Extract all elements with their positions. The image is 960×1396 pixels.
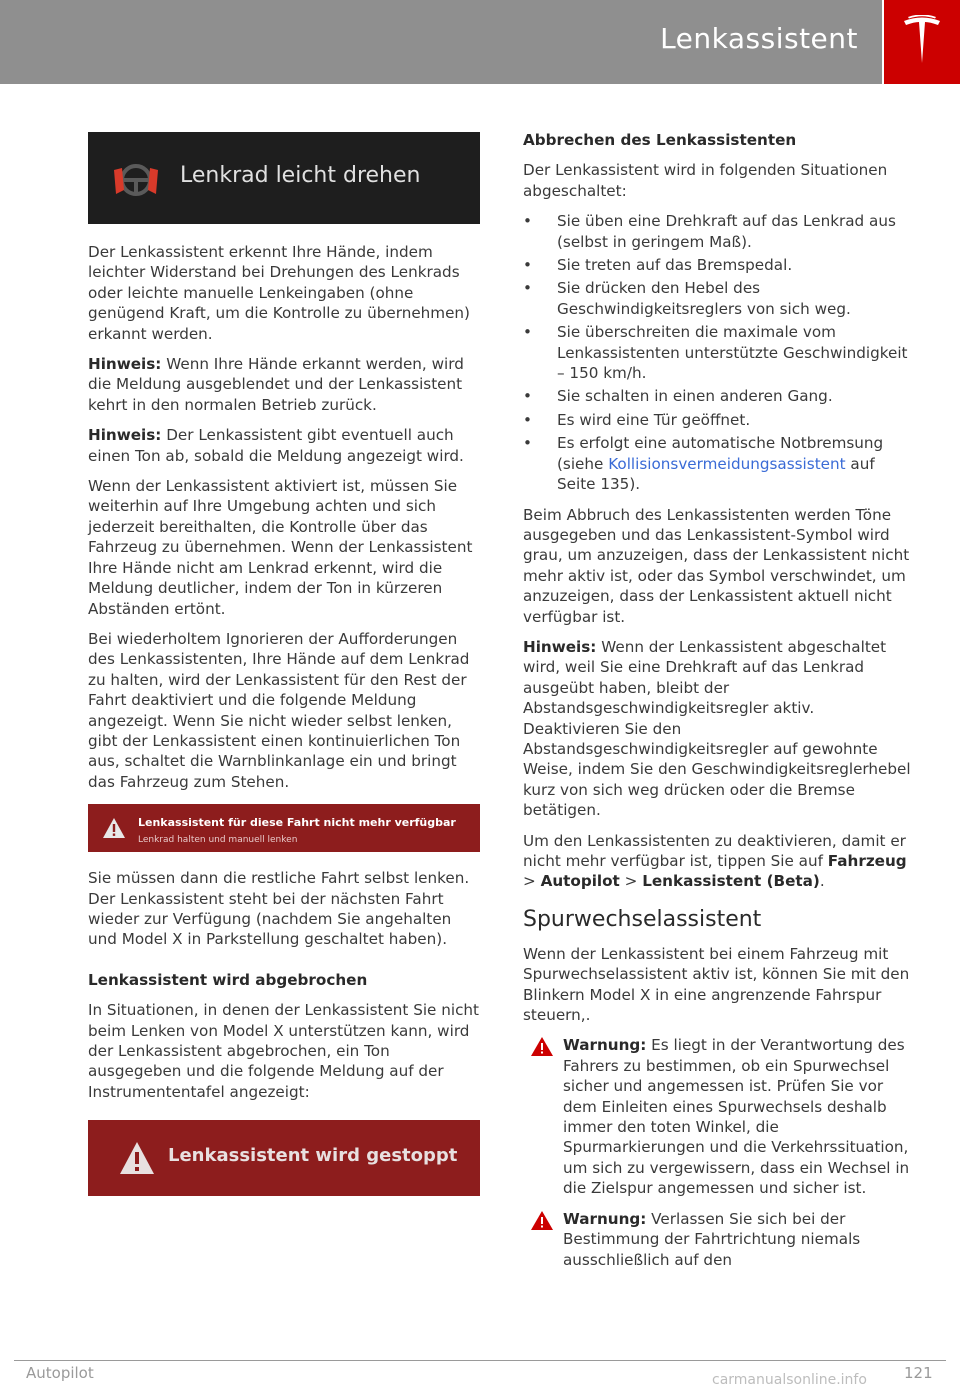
note-label: Hinweis: <box>88 355 162 374</box>
image3-text: Lenkassistent wird gestoppt <box>168 1145 458 1167</box>
note-text: Wenn der Lenkassistent abgeschaltet wird, weil Sie eine Drehkraft auf das Lenkrad ausgeübt haben, bleibt der Abstandsgeschwindigkeitsregler aktiv. Deaktivieren Sie den Abstandsgeschwindigkeitsregler auf gewohnte Weise, indem Sie den Geschwindigkeitsreglerhebel kurz von sich weg drücken oder die Bremse betätigen. <box>523 637 911 820</box>
section-heading-large: Spurwechselassistent <box>523 906 762 932</box>
bullet-text: auf Seite 135). <box>557 454 875 494</box>
image1-text: Lenkrad leicht drehen <box>180 163 421 188</box>
footer-divider <box>14 1360 946 1361</box>
warning-triangle-icon <box>531 1211 553 1230</box>
steering-aborted-image <box>88 1120 480 1196</box>
menu-path-autopilot: Autopilot <box>540 872 620 891</box>
note-text: Der Lenkassistent gibt eventuell auch einen Ton ab, sobald die Meldung angezeigt wird. <box>88 426 464 465</box>
right-column <box>523 130 915 1280</box>
note <box>88 354 480 415</box>
path-separator: > <box>523 872 541 891</box>
page-title: Lenkassistent <box>660 22 858 55</box>
paragraph: Der Lenkassistent wird in folgenden Situationen abgeschaltet: <box>523 161 888 200</box>
warning-label: Warnung: <box>563 1036 647 1055</box>
note-text: Wenn Ihre Hände erkannt werden, wird die Meldung ausgeblendet und der Lenkassistent kehrt in den normalen Betrieb zurück. <box>88 355 464 414</box>
warning-triangle-icon <box>102 817 126 839</box>
paragraph: In Situationen, in denen der Lenkassistent Sie nicht beim Lenken von Model X unterstützen kann, wird der Lenkassistent abgebrochen, ein Ton ausgegeben und die folgende Meldung auf der Instrumententafel angezeigt: <box>88 1001 480 1101</box>
note <box>88 425 480 466</box>
text: Um den Lenkassistenten zu deaktivieren, damit er nicht mehr verfügbar ist, tippen Sie auf <box>523 831 906 870</box>
note <box>523 637 915 821</box>
text: . <box>819 872 825 891</box>
hands-on-message-image <box>88 132 480 224</box>
warning-text: Verlassen Sie sich bei der Bestimmung der Fahrtrichtung niemals ausschließlich auf den <box>563 1209 861 1269</box>
note-label: Hinweis: <box>523 637 597 656</box>
warning-block <box>523 1035 915 1198</box>
steering-wheel-hands-icon <box>110 160 162 200</box>
path-separator: > <box>619 872 643 891</box>
menu-path-autosteer: Lenkassistent (Beta) <box>642 872 820 891</box>
image2-subtitle: Lenkrad halten und manuell lenken <box>138 835 298 846</box>
warning-label: Warnung: <box>563 1209 647 1228</box>
section-heading: Lenkassistent wird abgebrochen <box>88 970 368 989</box>
list-item: • Sie treten auf das Bremspedal. <box>523 255 915 275</box>
warning-text: Es liegt in der Verantwortung des Fahrers zu bestimmen, ob ein Spurwechsel sicher und angemessen ist. Prüfen Sie vor dem Einleiten eines Spurwechsels deshalb immer den toten Winkel, die Spurmarkierungen und die Verkehrssituation, um sich zu vergewissern, dass ein Wechsel in die Zielspur angemessen und sicher ist. <box>563 1036 910 1198</box>
paragraph: Bei wiederholtem Ignorieren der Aufforderungen des Lenkassistenten, Ihre Hände auf dem Lenkrad zu halten, wird der Lenkassistent für den Rest der Fahrt deaktiviert und die folgende Meldung angezeigt. Wenn Sie nicht wieder selbst lenken, gibt der Lenkassistent einen kontinuierlichen Ton aus, schaltet die Warnblinkanlage ein und bringt das Fahrzeug zum Stehen. <box>88 629 470 791</box>
menu-path-vehicle: Fahrzeug <box>827 852 907 870</box>
warning-block <box>523 1209 915 1270</box>
tesla-logo-icon <box>902 15 942 69</box>
paragraph: Beim Abbruch des Lenkassistenten werden Töne ausgegeben und das Lenkassistent-Symbol wird grau, um anzuzeigen, dass der Lenkassistent nicht mehr aktiv ist, oder das Symbol verschwindet, um anzuzeigen, dass der Lenkassistent aktuell nicht verfügbar ist. <box>523 505 910 626</box>
footer-section: Autopilot <box>26 1364 94 1382</box>
warning-triangle-icon <box>118 1140 156 1176</box>
header-bar <box>0 0 882 84</box>
warning-triangle-icon <box>531 1037 553 1056</box>
watermark: carmanualsonline.info <box>712 1372 867 1388</box>
bullet-list <box>523 211 915 494</box>
section-heading: Abbrechen des Lenkassistenten <box>523 131 797 149</box>
paragraph: Wenn der Lenkassistent aktiviert ist, müssen Sie weiterhin auf Ihre Umgebung achten und sich jederzeit bereithalten, die Kontrolle über das Fahrzeug zu übernehmen. Wenn der Lenkassistent Ihre Hände nicht am Lenkrad erkennt, wird die Meldung deutlicher, indem der Ton in kürzeren Abständen ertönt. <box>88 477 473 618</box>
list-item: • Sie überschreiten die maximale vom Lenkassistenten unterstützte Geschwindigkeit – 150 km/h. <box>523 322 915 383</box>
list-item <box>523 433 915 494</box>
list-item: • Sie drücken den Hebel des Geschwindigkeitsreglers von sich weg. <box>523 278 915 319</box>
paragraph: Wenn der Lenkassistent bei einem Fahrzeug mit Spurwechselassistent aktiv ist, können Sie mit den Blinkern Model X in eine angrenzende Fahrspur steuern,. <box>523 944 910 1025</box>
collision-avoidance-link[interactable]: Kollisionsvermeidungsassistent <box>608 454 846 473</box>
left-column <box>88 132 480 1196</box>
paragraph <box>523 831 915 892</box>
list-item: • Sie schalten in einen anderen Gang. <box>523 386 915 406</box>
paragraph: Der Lenkassistent erkennt Ihre Hände, indem leichter Widerstand bei Drehungen des Lenkrads oder leichte manuelle Lenkeingaben (ohne genügend Kraft, um die Kontrolle zu übernehmen) erkannt werden. <box>88 243 470 343</box>
list-item: • Sie üben eine Drehkraft auf das Lenkrad aus (selbst in geringem Maß). <box>523 211 915 252</box>
paragraph: Sie müssen dann die restliche Fahrt selbst lenken. Der Lenkassistent steht bei der nächsten Fahrt wieder zur Verfügung (nachdem Sie angehalten und Model X in Parkstellung geschaltet haben). <box>88 869 470 949</box>
steering-unavailable-image <box>88 804 480 852</box>
page-number: 121 <box>904 1364 933 1382</box>
list-item: • Es wird eine Tür geöffnet. <box>523 410 915 430</box>
tesla-logo <box>884 0 960 84</box>
note-label: Hinweis: <box>88 426 162 445</box>
image2-title: Lenkassistent für diese Fahrt nicht mehr verfügbar <box>138 816 456 830</box>
bullet-text: Es erfolgt eine automatische Notbremsung (siehe <box>557 434 884 473</box>
